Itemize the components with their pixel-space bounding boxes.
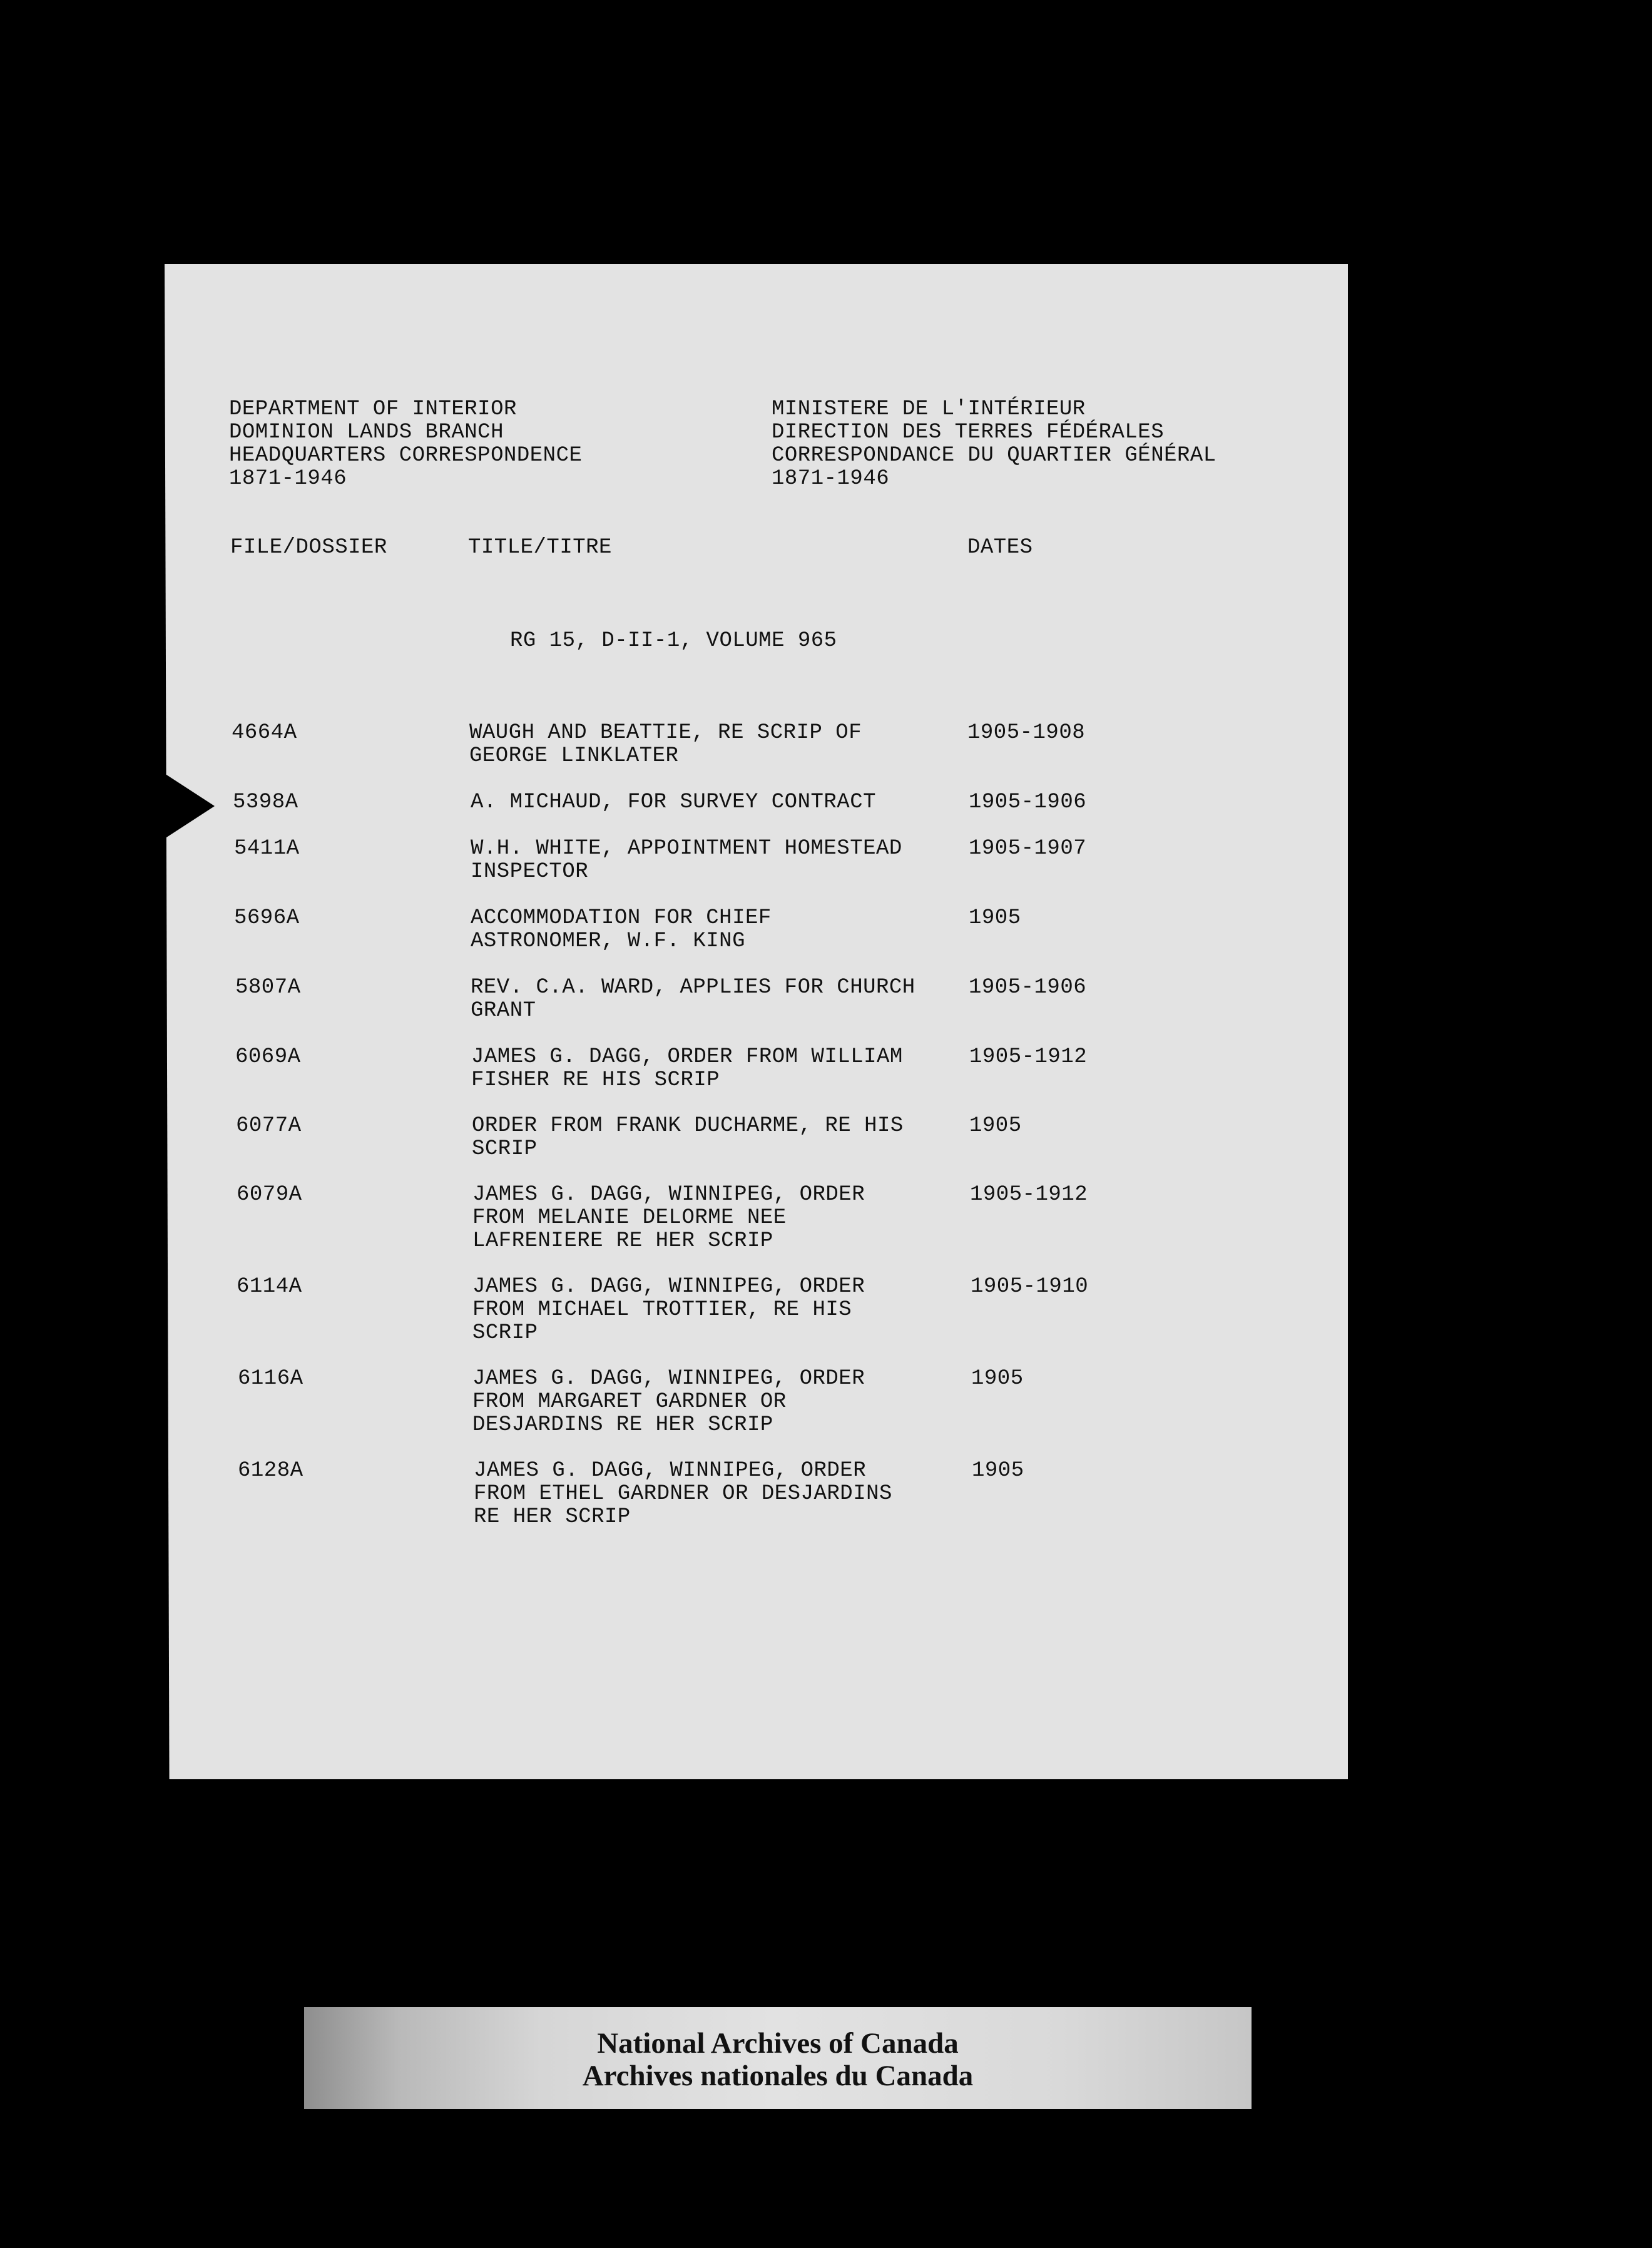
entry-file: 6114A bbox=[237, 1275, 302, 1299]
header-en-line: DOMINION LANDS BRANCH bbox=[229, 421, 504, 444]
header-en-line: DEPARTMENT OF INTERIOR bbox=[229, 397, 517, 421]
archive-label bbox=[304, 2007, 1252, 2109]
entry-dates: 1905-1906 bbox=[969, 790, 1087, 814]
entry-dates: 1905-1908 bbox=[967, 721, 1086, 745]
entry-file: 4664A bbox=[232, 721, 297, 745]
entry-title: JAMES G. DAGG, WINNIPEG, ORDER FROM MELANIE DELORME NEE LAFRENIERE RE HER SCRIP bbox=[472, 1183, 865, 1253]
header-en-line: 1871-1946 bbox=[229, 467, 347, 491]
entry-file: 6077A bbox=[236, 1114, 302, 1138]
entry-file: 5696A bbox=[234, 906, 300, 930]
entry-dates: 1905 bbox=[972, 1459, 1024, 1483]
entry-title: WAUGH AND BEATTIE, RE SCRIP OF GEORGE LINKLATER bbox=[469, 721, 862, 768]
entry-dates: 1905-1912 bbox=[969, 1045, 1088, 1069]
entry-title: ACCOMMODATION FOR CHIEF ASTRONOMER, W.F. KING bbox=[471, 906, 772, 953]
entry-title: JAMES G. DAGG, WINNIPEG, ORDER FROM MARGARET GARDNER OR DESJARDINS RE HER SCRIP bbox=[472, 1367, 865, 1437]
entry-dates: 1905-1910 bbox=[971, 1275, 1089, 1299]
archive-label-fr: Archives nationales du Canada bbox=[582, 2060, 974, 2092]
header-en-line: HEADQUARTERS CORRESPONDENCE bbox=[229, 444, 583, 467]
entry-title: JAMES G. DAGG, ORDER FROM WILLIAM FISHER RE HIS SCRIP bbox=[471, 1045, 903, 1092]
entry-file: 6069A bbox=[235, 1045, 301, 1069]
header-fr-line: DIRECTION DES TERRES FÉDÉRALES bbox=[772, 421, 1165, 444]
entry-dates: 1905 bbox=[969, 1114, 1022, 1138]
entry-dates: 1905-1907 bbox=[969, 837, 1087, 861]
entry-file: 5398A bbox=[233, 790, 298, 814]
entry-title: A. MICHAUD, FOR SURVEY CONTRACT bbox=[471, 790, 877, 814]
column-header-file: FILE/DOSSIER bbox=[230, 536, 387, 559]
entry-file: 5411A bbox=[234, 837, 300, 861]
entry-file: 6128A bbox=[238, 1459, 303, 1483]
entry-dates: 1905 bbox=[971, 1367, 1024, 1391]
entry-title: ORDER FROM FRANK DUCHARME, RE HIS SCRIP bbox=[472, 1114, 904, 1161]
header-fr-line: 1871-1946 bbox=[772, 467, 890, 491]
archive-label-en: National Archives of Canada bbox=[597, 2027, 959, 2060]
entry-dates: 1905-1906 bbox=[969, 976, 1087, 999]
entry-title: REV. C.A. WARD, APPLIES FOR CHURCH GRANT bbox=[471, 976, 915, 1023]
header-fr-line: MINISTERE DE L'INTÉRIEUR bbox=[772, 397, 1086, 421]
header-fr-line: CORRESPONDANCE DU QUARTIER GÉNÉRAL bbox=[772, 444, 1216, 467]
entry-dates: 1905-1912 bbox=[970, 1183, 1088, 1207]
entry-file: 6116A bbox=[238, 1367, 303, 1391]
volume-reference: RG 15, D-II-1, VOLUME 965 bbox=[510, 629, 837, 653]
entry-file: 6079A bbox=[237, 1183, 302, 1207]
entry-title: W.H. WHITE, APPOINTMENT HOMESTEAD INSPECTOR bbox=[471, 837, 902, 884]
entry-file: 5807A bbox=[235, 976, 301, 999]
entry-dates: 1905 bbox=[969, 906, 1021, 930]
entry-title: JAMES G. DAGG, WINNIPEG, ORDER FROM ETHEL GARDNER OR DESJARDINS RE HER SCRIP bbox=[474, 1459, 892, 1529]
entry-title: JAMES G. DAGG, WINNIPEG, ORDER FROM MICHAEL TROTTIER, RE HIS SCRIP bbox=[472, 1275, 865, 1345]
column-header-title: TITLE/TITRE bbox=[468, 536, 612, 559]
column-header-dates: DATES bbox=[967, 536, 1033, 559]
